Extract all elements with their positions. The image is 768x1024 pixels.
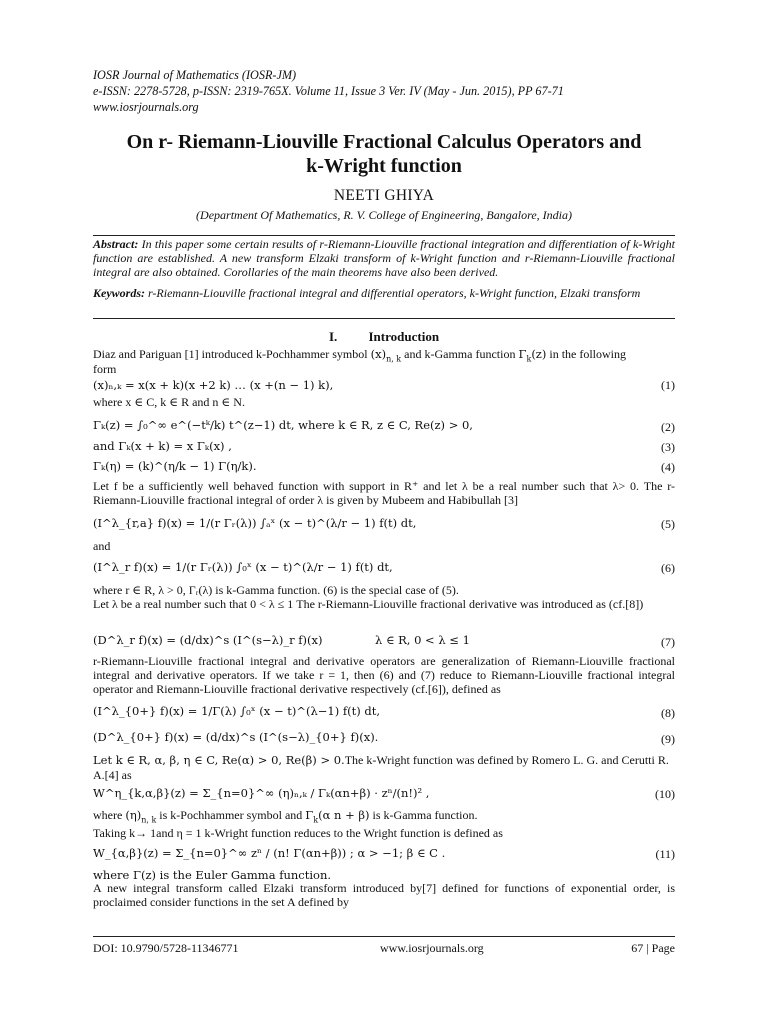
- equation-number-1: (1): [661, 378, 675, 392]
- where-10-text-b: is k-Pochhammer symbol and: [159, 808, 303, 822]
- equation-1: (x)ₙ,ₖ = x(x + k)(x +2 k) … (x +(n − 1) k),: [93, 378, 334, 392]
- paragraph-6: Taking k→ 1and η = 1 k-Wright function reduces to the Wright function is defined as: [93, 826, 503, 840]
- issn-line: e-ISSN: 2278-5728, p-ISSN: 2319-765X. Volume 11, Issue 3 Ver. IV (May - Jun. 2015), PP 67-71: [93, 84, 564, 98]
- equation-number-9: (9): [661, 732, 675, 746]
- equation-2: Γₖ(z) = ∫₀^∞ e^(−tᵏ/k) t^(z−1) dt, where k ∈ R, z ∈ C, Re(z) > 0,: [93, 418, 473, 432]
- abstract-text: In this paper some certain results of r-Riemann-Liouville fractional integration and differentiation of k-Wright function are established. A new transform Elzaki transform of k-Wright function and r-Riemann-Liouville fractional integral are also obtained. Corollaries of the main theorems have also been derived.: [93, 237, 676, 279]
- keywords-label: Keywords:: [93, 286, 145, 300]
- equation-5: (I^λ_{r,a} f)(x) = 1/(r Γᵣ(λ)) ∫ₐˣ (x − t)^(λ/r − 1) f(t) dt,: [93, 516, 417, 530]
- equation-number-6: (6): [661, 561, 675, 575]
- keywords-text: r-Riemann-Liouville fractional integral and differential operators, k-Wright function, Elzaki transform: [148, 286, 641, 300]
- equation-10: W^η_{k,α,β}(z) = Σ_{n=0}^∞ (η)ₙ,ₖ / Γₖ(αn+β) · zⁿ/(n!)² ,: [93, 786, 430, 800]
- keywords: [93, 287, 675, 301]
- paragraph-5-text: The k-Wright function was defined by Romero L. G. and Cerutti R.: [344, 753, 669, 767]
- intro-text-a: Diaz and Pariguan [1] introduced k-Pochhammer symbol: [93, 347, 368, 361]
- equation-8: (I^λ_{0+} f)(x) = 1/Γ(λ) ∫₀ˣ (x − t)^(λ−1) f(t) dt,: [93, 704, 380, 718]
- abstract-top-rule: [93, 235, 675, 236]
- abstract: [93, 238, 675, 279]
- intro-text-c: in the following: [549, 347, 627, 361]
- where-line-10: [93, 808, 675, 825]
- paragraph-4: r-Riemann-Liouville fractional integral and derivative operators are generalization of Riemann-Liouville fractional integral and derivative operators. If we take r = 1, then (6) and (7) reduce to Riemann-Liouville fractional integral operator and Riemann-Liouville fractional derivative respectively (cf.[6]), defined as: [93, 654, 675, 696]
- equation-number-2: (2): [661, 420, 675, 434]
- intro-line-1: [93, 347, 675, 364]
- title-line-2: k-Wright function: [306, 155, 462, 177]
- k-gamma-alpha: $\Gamma_k(\alpha$ n + β): [305, 808, 370, 825]
- equation-6: (I^λ_r f)(x) = 1/(r Γᵣ(λ)) ∫₀ˣ (x − t)^(λ/r − 1) f(t) dt,: [93, 560, 393, 574]
- and-line: and: [93, 539, 111, 553]
- equation-11: W_{α,β}(z) = Σ_{n=0}^∞ zⁿ / (n! Γ(αn+β)) ; α > −1; β ∈ C .: [93, 846, 446, 860]
- footer-website: www.iosrjournals.org: [380, 941, 484, 955]
- k-gamma-symbol: $\Gamma_k(z)$: [518, 347, 547, 364]
- author-name: NEETI GHIYA: [333, 187, 435, 204]
- where-10-text-a: where: [93, 808, 123, 822]
- equation-4: Γₖ(η) = (k)^(η/k − 1) Γ(η/k).: [93, 459, 257, 473]
- abstract-label: Abstract:: [93, 237, 139, 251]
- footer-rule: [93, 936, 675, 937]
- paragraph-5-line-2: A.[4] as: [93, 768, 132, 782]
- footer-page: [631, 941, 675, 956]
- equation-number-5: (5): [661, 517, 675, 531]
- equation-number-4: (4): [661, 460, 675, 474]
- footer-doi: DOI: 10.9790/5728-11346771: [93, 941, 239, 955]
- equation-number-3: (3): [661, 440, 675, 454]
- equation-7-lhs: (D^λ_r f)(x) = (d/dx)^s (I^(s−λ)_r f)(x): [93, 633, 323, 647]
- equation-9: (D^λ_{0+} f)(x) = (d/dx)^s (I^(s−λ)_{0+} f)(x).: [93, 730, 379, 744]
- equation-number-10: (10): [655, 787, 675, 801]
- paragraph-7: A new integral transform called Elzaki transform introduced by[7] defined for functions of exponential order, is proclaimed consider functions in the set A defined by: [93, 881, 675, 909]
- paper-title: [60, 130, 708, 178]
- where-line-11: where Γ(z) is the Euler Gamma function.: [93, 868, 332, 882]
- abstract-bottom-rule: [93, 318, 675, 319]
- footer-page-label: | Page: [646, 941, 675, 955]
- paragraph-5-conditions: Let k ∈ R, α, β, η ∈ C, Re(α) > 0, Re(β) > 0.: [93, 753, 345, 767]
- equation-7-condition: λ ∈ R, 0 < λ ≤ 1: [375, 633, 470, 647]
- title-line-1: On r- Riemann-Liouville Fractional Calculus Operators and: [126, 131, 642, 153]
- section-number: I.: [328, 329, 338, 344]
- paragraph-3: Let λ be a real number such that 0 < λ ≤ 1 The r-Riemann-Liouville fractional derivative was introduced as (cf.[8]): [93, 597, 644, 611]
- affiliation: (Department Of Mathematics, R. V. College of Engineering, Bangalore, India): [196, 208, 572, 222]
- pochhammer-eta: $(\eta)_{n, k}$: [125, 808, 157, 825]
- header-website: www.iosrjournals.org: [93, 100, 199, 114]
- journal-name: IOSR Journal of Mathematics (IOSR-JM): [93, 68, 297, 82]
- pochhammer-symbol: $(x)_{n, k}$: [370, 347, 402, 364]
- where-line-1: where x ∈ C, k ∈ R and n ∈ N.: [93, 395, 245, 409]
- section-heading: [93, 329, 675, 345]
- equation-3: and Γₖ(x + k) = x Γₖ(x) ,: [93, 439, 232, 453]
- paragraph-2: Let f be a sufficiently well behaved function with support in R⁺ and let λ be a real number such that λ> 0. The r- Riemann-Liouville fractional integral of order λ is given by Mubeem and Habibullah [3]: [93, 479, 675, 507]
- paragraph-5-line-1: [93, 753, 675, 767]
- equation-number-11: (11): [655, 847, 675, 861]
- where-10-text-c: is k-Gamma function.: [372, 808, 478, 822]
- equation-number-7: (7): [661, 635, 675, 649]
- equation-number-8: (8): [661, 706, 675, 720]
- intro-text-b: and k-Gamma function: [404, 347, 516, 361]
- equation-7: [93, 633, 675, 647]
- footer-page-number: 67: [631, 941, 644, 955]
- intro-line-2: form: [93, 362, 117, 376]
- section-title: Introduction: [368, 329, 440, 344]
- where-line-6: where r ∈ R, λ > 0, Γᵣ(λ) is k-Gamma function. (6) is the special case of (5).: [93, 583, 459, 597]
